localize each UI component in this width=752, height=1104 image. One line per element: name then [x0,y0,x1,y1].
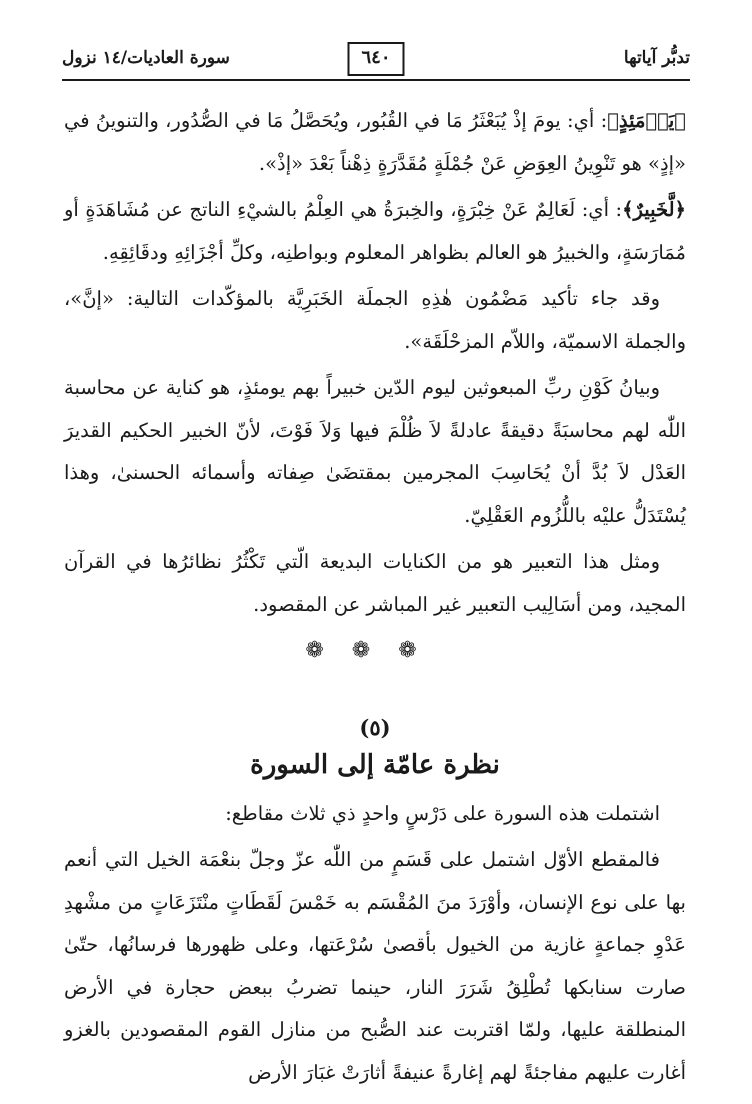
paragraph-khabir [64,189,686,274]
header-divider [62,79,690,81]
surah-info: سورة العاديات/١٤ نزول [62,48,230,68]
page-header [62,40,690,80]
section-number: (٥) [359,714,391,740]
page-number: ٦٤٠ [347,42,404,76]
book-title: تدبُّر آياتها [623,48,690,68]
paragraph-emphasis: وقد جاء تأكيد مَضْمُون هٰذِهِ الجملَة الخَبَرِيَّة بالمؤكّدات التالية: «إنَّ»، والجملة الاسميّة، واللاّم المزحْلَقَة». [64,287,686,353]
page-body [64,100,686,1098]
section-intro: اشتملت هذه السورة على دَرْسٍ واحدٍ ذي ثلاث مقاطع: [225,801,660,825]
section-body: فالمقطع الأوّل اشتمل على قَسَمٍ من اللّٰه عزّ وجلّ بنعْمَة الخيل التي أنعم بها على نوع الإنسان، وأوْرَدَ منَ المُقْسَم به خَمْسَ لَقَطَاتٍ منْتَزَعَاتٍ من مشْهدِ عَدْوِ جماعةٍ غازية من الخيول بأقصىٰ سُرْعَتها، وعلى ظهورها فرسانُها، حتّىٰ صارت سنابكها تُطْلِقُ شَرَرَ النار، حينما تضربُ ببعض حجارة في الأرض المنطلقة عليها، ولمّا اقتربت عند الصُّبح من منازل القوم المقصودين بالغزو أغارت عليهم مفاجئةً لهم إغارةً عنيفةً أثارَتْ غبَارَ الأرض [64,848,686,1084]
paragraph-text: : أي: لَعَالِمٌ عَنْ خِبْرَةٍ، والخِبرَةُ هي العِلْمُ بالشيْءِ الناتج عن مُشَاهَدَةٍ أو مُمَارَسَةٍ، والخبيرُ هو العالم بظواهر المعلوم وبواطنِه، وكلِّ أجْزَائِهِ ودقَائِقِهِ. [64,198,686,264]
paragraph-kinaya: وبيانُ كَوْنِ ربِّ المبعوثين ليوم الدّين خبيراً بهم يومئذٍ، هو كناية عن محاسبة اللّٰه لهم محاسبَةً دقيقةً عادلةً لاَ ظُلْمَ فيها وَلاَ فَوْتَ، لأنّ الخبير الحكيم القديرَ العَدْل لاَ بُدَّ أنْ يُحَاسِبَ المجرمين بمقتضَىٰ صِفاته وأسمائه الحسنىٰ، وهذا يُسْتَدَلُّ عليْه باللُّزُوم العَقْلِيّ. [64,376,686,527]
quran-term: ﴿يَوۡمَئِذٍ﴾ [607,109,686,132]
section-title: نظرة عامّة إلى السورة [250,749,500,780]
quran-term: ﴿لَّخَبِيرٌ﴾ [622,198,686,221]
paragraph-text: : أي: يومَ إذْ يُبَعْثَرُ مَا في القُبُور، ويُحَصَّلُ مَا في الصُّدُور، والتنوينُ في «إذٍ» هو تَنْوِينُ العِوَضِ عَنْ جُمْلَةٍ مُقَدَّرَةٍ ذِهْناً بَعْدَ «إذْ». [64,109,686,175]
paragraph-yawmaidhin [64,100,686,185]
ornament-divider: ❁❁❁ [305,638,445,663]
paragraph-ta3bir: ومثل هذا التعبير هو من الكنايات البديعة الّتي تَكْثُرُ نظائرُها في القرآن المجيد، ومن أسَالِيب التعبير غير المباشر عن المقصود. [64,550,686,616]
